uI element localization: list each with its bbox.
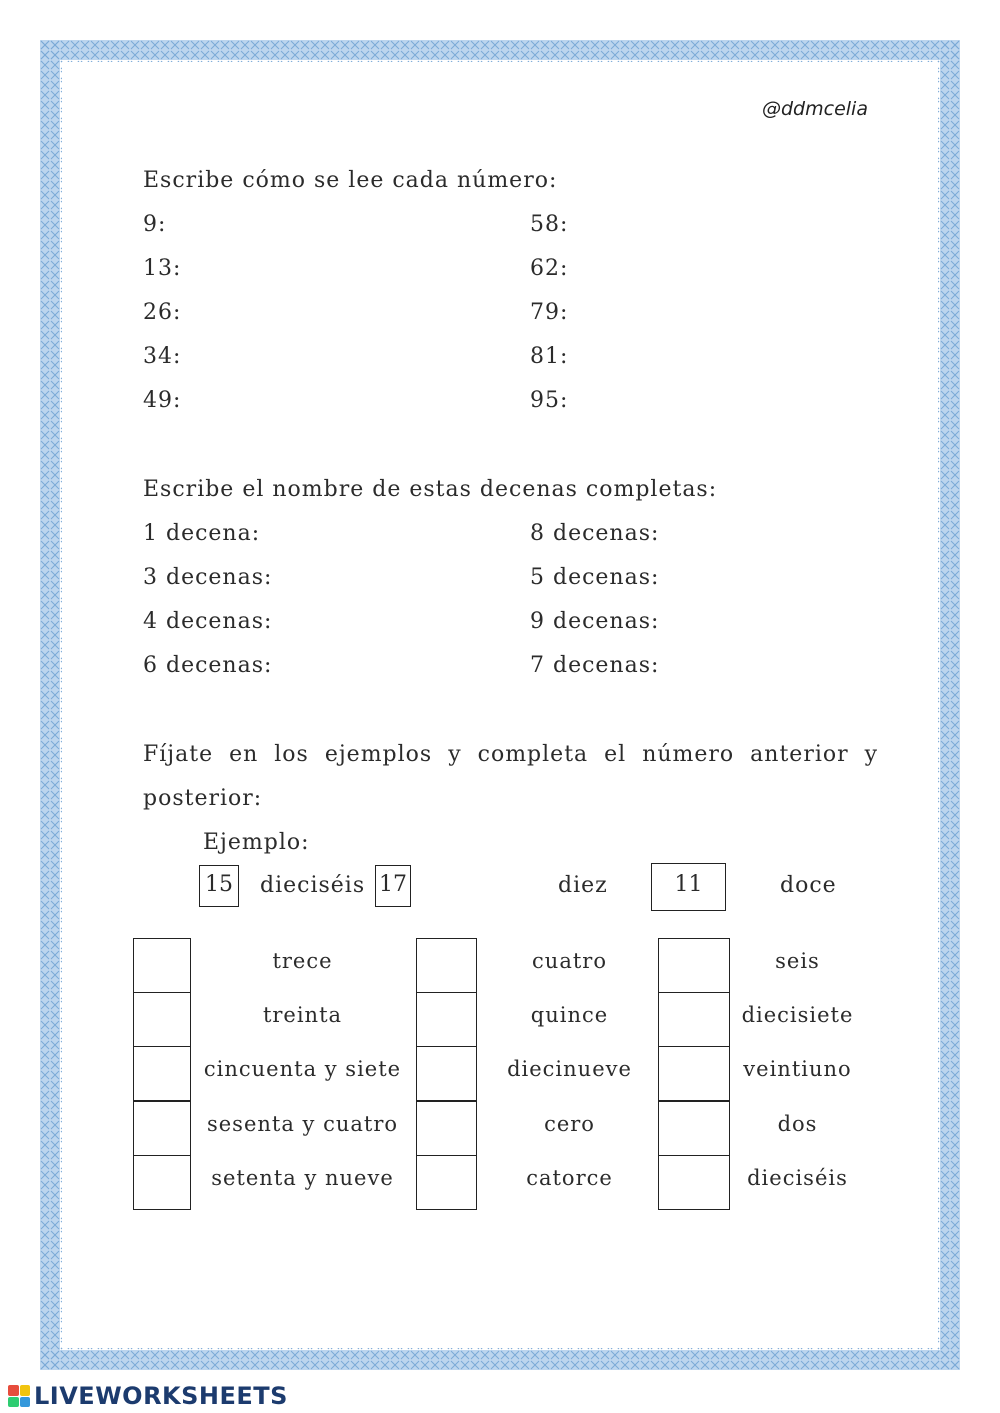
section2-title: Escribe el nombre de estas decenas completas: (143, 477, 718, 502)
answer-box[interactable] (133, 992, 191, 1047)
example2-next-word: doce (780, 873, 837, 898)
number-prompt: 49: (143, 388, 182, 413)
answer-box[interactable] (658, 1046, 730, 1101)
section3-title: Fíjate en los ejemplos y completa el número anterior y (143, 742, 879, 767)
answer-box[interactable] (416, 992, 477, 1047)
number-word: cuatro (532, 949, 607, 973)
answer-box[interactable] (133, 1046, 191, 1101)
number-word: dieciséis (747, 1166, 848, 1190)
decena-prompt: 7 decenas: (530, 653, 660, 678)
liveworksheets-logo[interactable] (8, 1382, 288, 1410)
number-prompt: 79: (530, 300, 569, 325)
example-before-value: 15 (205, 872, 233, 897)
number-word: diecinueve (507, 1057, 632, 1081)
number-word: veintiuno (743, 1057, 852, 1081)
answer-box[interactable] (416, 938, 477, 993)
section3-title-cont: posterior: (143, 786, 263, 811)
example-word: dieciséis (260, 873, 366, 898)
example2-after-value: 11 (674, 872, 703, 897)
decena-prompt: 1 decena: (143, 521, 261, 546)
number-word: quince (530, 1003, 609, 1027)
number-word: trece (272, 949, 333, 973)
number-word: dos (777, 1112, 818, 1136)
section1-title: Escribe cómo se lee cada número: (143, 168, 558, 193)
answer-box[interactable] (133, 1101, 191, 1156)
decena-prompt: 3 decenas: (143, 565, 273, 590)
answer-box[interactable] (658, 992, 730, 1047)
number-word: cincuenta y siete (203, 1057, 402, 1081)
logo-icon (8, 1385, 30, 1407)
number-word: catorce (526, 1166, 613, 1190)
number-prompt: 62: (530, 256, 569, 281)
decena-prompt: 9 decenas: (530, 609, 660, 634)
answer-box[interactable] (658, 1155, 730, 1210)
decena-prompt: 5 decenas: (530, 565, 660, 590)
number-word: sesenta y cuatro (206, 1112, 399, 1136)
number-word: diecisiete (741, 1003, 854, 1027)
example-after-box (375, 865, 411, 907)
number-prompt: 34: (143, 344, 182, 369)
number-prompt: 81: (530, 344, 569, 369)
example2-word: diez (558, 873, 608, 898)
number-prompt: 13: (143, 256, 182, 281)
answer-box[interactable] (133, 938, 191, 993)
logo-text: LIVEWORKSHEETS (34, 1382, 288, 1410)
number-word: treinta (262, 1003, 343, 1027)
decena-prompt: 4 decenas: (143, 609, 273, 634)
answer-box[interactable] (416, 1046, 477, 1101)
number-word: cero (544, 1112, 595, 1136)
number-prompt: 95: (530, 388, 569, 413)
answer-box[interactable] (658, 938, 730, 993)
author-handle: @ddmcelia (762, 98, 868, 120)
answer-box[interactable] (658, 1101, 730, 1156)
answer-box[interactable] (416, 1155, 477, 1210)
example2-after-box (651, 863, 726, 911)
decena-prompt: 6 decenas: (143, 653, 273, 678)
answer-box[interactable] (133, 1155, 191, 1210)
number-prompt: 58: (530, 212, 569, 237)
example-label: Ejemplo: (203, 830, 310, 855)
number-prompt: 9: (143, 212, 167, 237)
number-prompt: 26: (143, 300, 182, 325)
page-content-area (62, 62, 938, 1348)
decena-prompt: 8 decenas: (530, 521, 660, 546)
number-word: setenta y nueve (211, 1166, 394, 1190)
answer-box[interactable] (416, 1101, 477, 1156)
example-before-box (199, 865, 239, 907)
number-word: seis (775, 949, 820, 973)
example-after-value: 17 (379, 872, 407, 897)
